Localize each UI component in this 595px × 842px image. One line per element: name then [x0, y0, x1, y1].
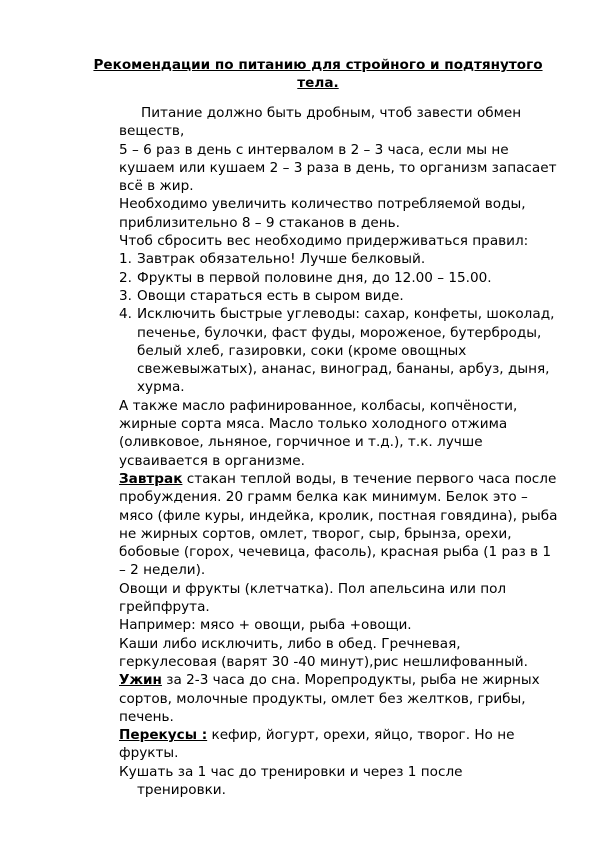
breakfast-paragraph-3: Например: мясо + овощи, рыба +овощи. — [119, 617, 412, 634]
breakfast-paragraph-2: Овощи и фрукты (клетчатка). Пол апельсина или пол грейпфрута. — [119, 580, 507, 616]
rule-text: Овощи стараться есть в сыром виде. — [137, 287, 404, 304]
title-line-1: Рекомендации по питанию для стройного и подтянутого — [93, 57, 543, 73]
training-line-2: тренировки. — [137, 781, 226, 798]
dinner-text: за 2-3 часа до сна. Морепродукты, рыба не жирных сортов, молочные продукты, омлет без желтков, грибы, печень. — [119, 672, 540, 725]
dinner-label: Ужин — [119, 672, 162, 689]
rule-text: Завтрак обязательно! Лучше белковый. — [137, 251, 426, 268]
snacks-text: кефир, йогурт, орехи, яйцо, творог. Но не фрукты. — [119, 727, 515, 762]
document-title — [80, 56, 556, 92]
breakfast-text: стакан теплой воды, в течение первого часа после пробуждения. 20 грамм белка как минимум. Белок это – мясо (филе куры, индейка, кролик, постная говядина), рыба не жирных сортов, омлет, творог, сыр, брынза, орехи, бобовые (горох, чечевица, фасоль), красная рыба (1 раз в 1 – 2 недели). — [119, 470, 558, 579]
breakfast-paragraph — [119, 470, 559, 580]
dinner-paragraph — [119, 671, 559, 726]
title-dot: . — [333, 75, 339, 91]
rule-item — [119, 305, 559, 396]
rule-number: 2. — [119, 269, 132, 286]
breakfast-paragraph-4: Каши либо исключить, либо в обед. Гречневая, геркулесовая (варят 30 -40 минут),рис нешлифованный. — [119, 635, 528, 670]
intro-paragraph-4: Чтоб сбросить вес необходимо придерживаться правил: — [119, 233, 529, 250]
intro-paragraph-3: Необходимо увеличить количество потребляемой воды, приблизительно 8 – 9 стаканов в день. — [119, 196, 526, 231]
intro-paragraph-1: Питание должно быть дробным, чтоб завести обмен веществ, — [119, 105, 522, 140]
also-paragraph: А также масло рафинированное, колбасы, копчёности, жирные сорта мяса. Масло только холодного отжима (оливковое, льняное, горчичное и т.д.), т.к. лучше усваивается в организме. — [119, 397, 518, 469]
rule-item — [119, 287, 559, 305]
rule-item — [119, 250, 559, 268]
training-line-1: Кушать за 1 час до тренировки и через 1 после — [119, 763, 463, 780]
title-line-2: тела — [297, 75, 334, 91]
training-paragraph — [119, 763, 559, 800]
rules-list — [119, 250, 559, 396]
rule-item — [119, 269, 559, 287]
rule-text: Исключить быстрые углеводы: сахар, конфеты, шоколад, печенье, булочки, фаст фуды, мороженое, бутерброды, белый хлеб, газировки, соки (кроме овощных свежевыжатых), ананас, виноград, бананы, арбуз, дыня, хурма. — [137, 306, 555, 396]
breakfast-label: Завтрак — [119, 470, 183, 487]
snacks-label: Перекусы : — [119, 727, 208, 744]
rule-number: 3. — [119, 287, 132, 304]
intro-paragraph-2: 5 – 6 раз в день с интервалом в 2 – 3 часа, если мы не кушаем или кушаем 2 – 3 раза в день, то организм запасает всё в жир. — [119, 141, 557, 195]
snacks-paragraph — [119, 726, 559, 763]
rule-number: 1. — [119, 251, 132, 268]
rule-number: 4. — [119, 306, 132, 323]
document-body — [119, 104, 559, 799]
rule-text: Фрукты в первой половине дня, до 12.00 – 15.00. — [137, 269, 492, 286]
